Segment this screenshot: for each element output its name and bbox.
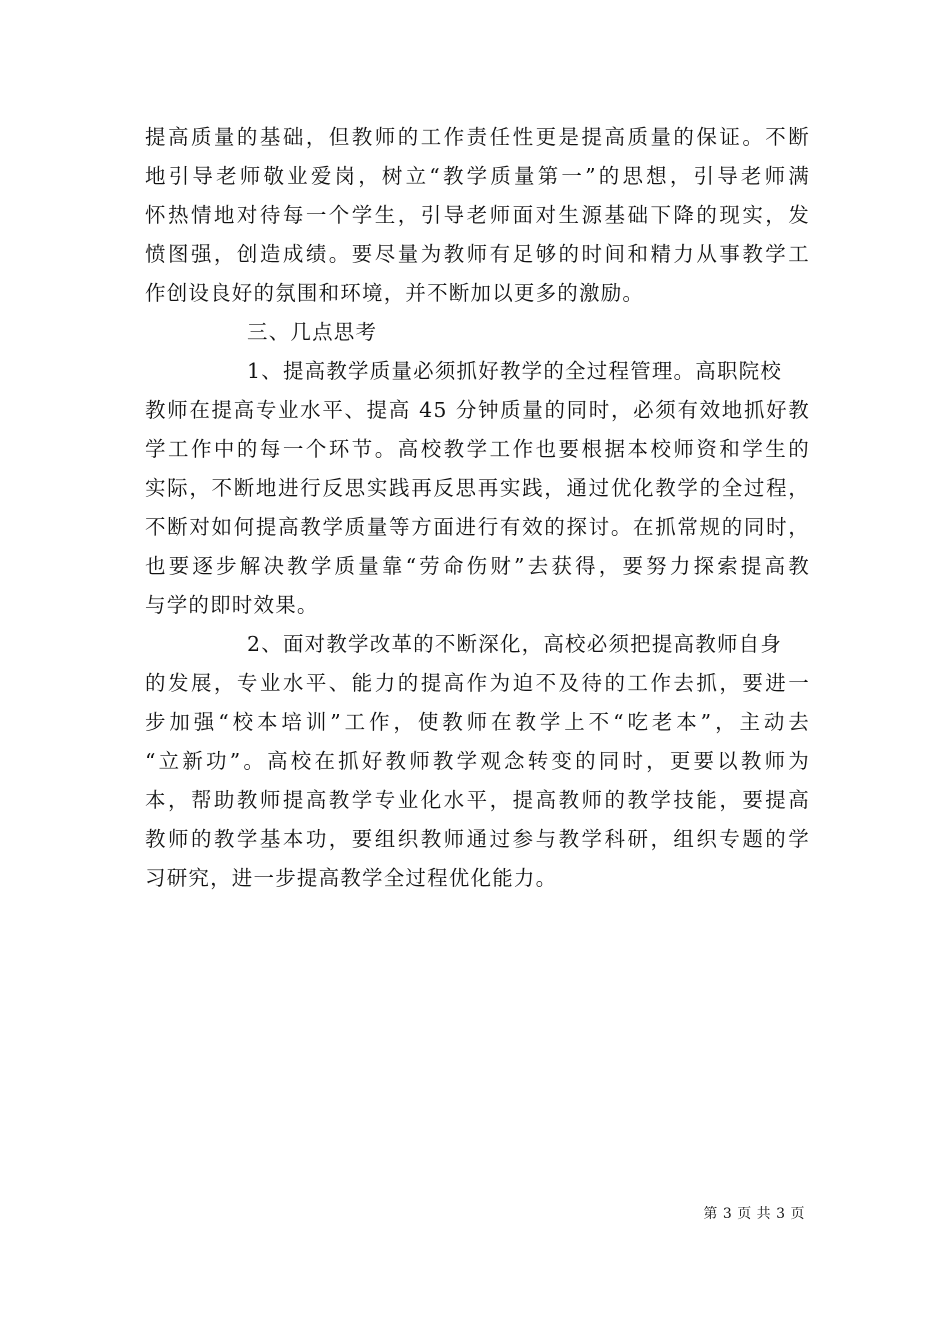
paragraph-1-line-5: 作创设良好的氛围和环境，并不断加以更多的激励。 — [145, 281, 645, 305]
paragraph-2-line-7: 与学的即时效果。 — [145, 593, 319, 617]
paragraph-1-line-2: 地引导老师敬业爱岗，树立“教学质量第一”的思想，引导老师满 — [145, 164, 810, 188]
paragraph-3-line-1: 2、面对教学改革的不断深化，高校必须把提高教师自身 — [247, 632, 783, 656]
paragraph-3-line-6: 教师的教学基本功，要组织教师通过参与教学科研，组织专题的学 — [145, 827, 810, 851]
paragraph-2-line-2: 教师在提高专业水平、提高 45 分钟质量的同时，必须有效地抓好教 — [145, 398, 810, 422]
paragraph-2-line-6: 也要逐步解决教学质量靠“劳命伤财”去获得，要努力探索提高教 — [145, 554, 810, 578]
paragraph-1-line-1: 提高质量的基础，但教师的工作责任性更是提高质量的保证。不断 — [145, 125, 810, 149]
paragraph-2-line-4: 实际，不断地进行反思实践再反思再实践，通过优化教学的全过程， — [145, 476, 810, 500]
page-number-footer: 第 3 页 共 3 页 — [703, 1206, 805, 1222]
paragraph-3-line-7: 习研究，进一步提高教学全过程优化能力。 — [145, 866, 558, 890]
paragraph-3-line-3: 步加强“校本培训”工作，使教师在教学上不“吃老本”，主动去 — [145, 710, 810, 734]
paragraph-2-line-3: 学工作中的每一个环节。高校教学工作也要根据本校师资和学生的 — [145, 437, 810, 461]
document-body — [145, 118, 810, 898]
paragraph-1-line-4: 愤图强，创造成绩。要尽量为教师有足够的时间和精力从事教学工 — [145, 242, 810, 266]
paragraph-2-line-5: 不断对如何提高教学质量等方面进行有效的探讨。在抓常规的同时， — [145, 515, 810, 539]
section-heading: 三、几点思考 — [247, 320, 378, 344]
paragraph-3-line-2: 的发展，专业水平、能力的提高作为迫不及待的工作去抓，要进一 — [145, 671, 810, 695]
paragraph-2-line-1: 1、提高教学质量必须抓好教学的全过程管理。高职院校 — [247, 359, 783, 383]
paragraph-3-line-4: “立新功”。高校在抓好教师教学观念转变的同时，更要以教师为 — [145, 749, 810, 773]
paragraph-1-line-3: 怀热情地对待每一个学生，引导老师面对生源基础下降的现实，发 — [145, 203, 810, 227]
paragraph-3-line-5: 本，帮助教师提高教学专业化水平，提高教师的教学技能，要提高 — [145, 788, 810, 812]
